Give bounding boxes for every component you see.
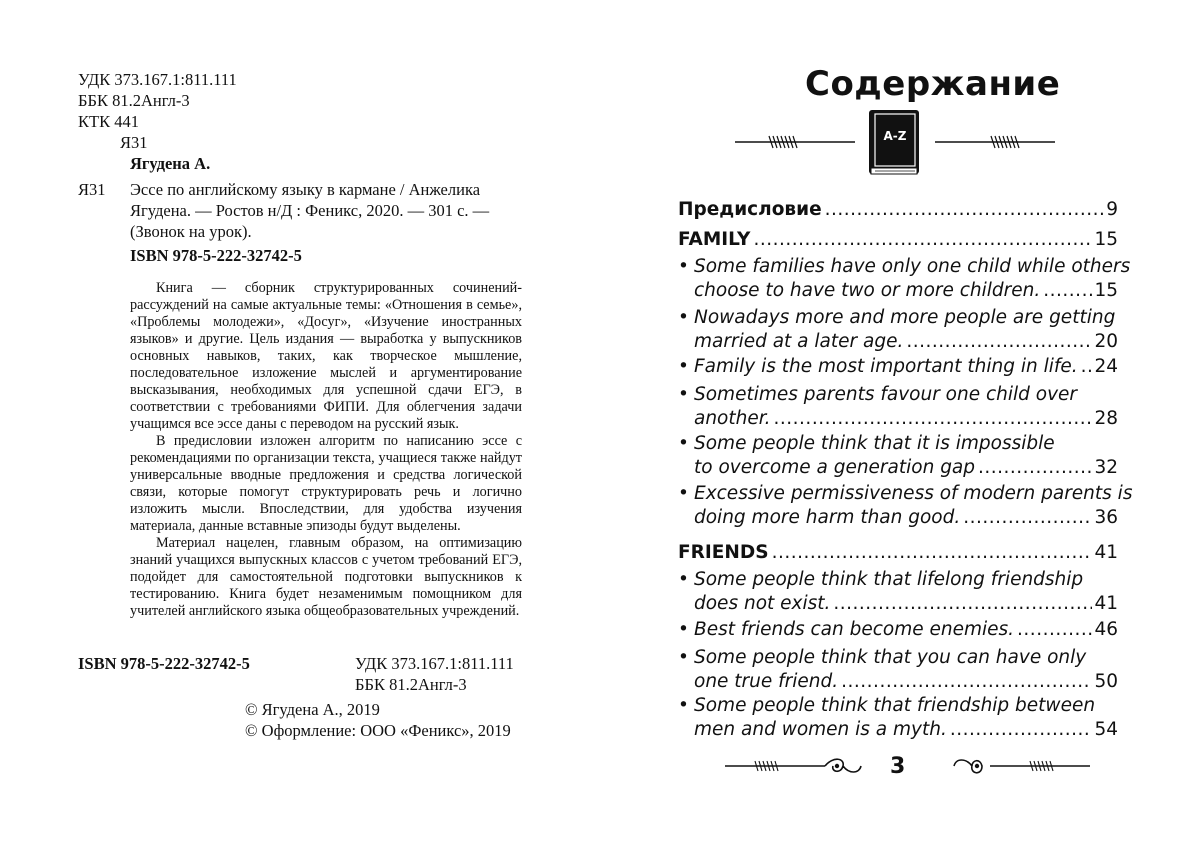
toc-page-number: 46	[1094, 619, 1118, 640]
bullet-icon: •	[678, 647, 689, 668]
toc-item-text: Excessive permissiveness of modern parents is	[694, 483, 1133, 504]
book-ornament-icon	[735, 108, 1055, 184]
toc-page-number: 32	[1094, 457, 1118, 478]
toc-item	[678, 718, 1118, 742]
toc-item-text: men and women is a myth.	[694, 719, 947, 740]
toc-item-text: Nowadays more and more people are getting	[694, 307, 1116, 328]
left-flourish-icon	[725, 752, 885, 782]
toc-section-label: FRIENDS	[678, 542, 769, 563]
bullet-icon: •	[678, 483, 689, 504]
toc-item	[678, 330, 1118, 354]
toc-leader	[774, 407, 1093, 431]
toc-item	[678, 407, 1118, 431]
summary-paragraph-2: В предисловии изложен алгоритм по написанию эссе с рекомендациями по организации текста, учащиеся также найдут универсальные вводные предложения и средства логической связи, которые помогут структурировать речь и логично изложить мысли. Впоследствии, для удобства изучения материала, данные вставные эпизоды будут выделены.	[130, 433, 522, 534]
ref-line-2: Ягудена. — Ростов н/Д : Феникс, 2020. — 301 с. —	[130, 201, 490, 220]
bbk-code: ББК 81.2Англ-3	[78, 91, 190, 110]
right-page	[600, 0, 1200, 845]
toc-section-label: Предисловие	[678, 199, 822, 220]
toc-leader	[963, 506, 1092, 530]
toc-item-text: married at a later age.	[694, 331, 904, 352]
toc-page-number: 24	[1094, 356, 1118, 377]
toc-section-label: FAMILY	[678, 229, 751, 250]
bullet-icon: •	[678, 307, 689, 328]
toc-item-text: Some people think that friendship between	[694, 695, 1096, 716]
toc-item-text: Some people think that you can have only	[694, 647, 1087, 668]
ref-line-1: Эссе по английскому языку в кармане / Анжелика	[130, 180, 481, 199]
toc-leader	[841, 670, 1092, 694]
bullet-icon: •	[678, 569, 689, 590]
book-label: A-Z	[883, 129, 907, 143]
toc-leader	[753, 228, 1092, 252]
toc-item-first-line	[678, 694, 1118, 718]
toc-page-number: 36	[1094, 507, 1118, 528]
toc-section	[678, 228, 1118, 252]
toc-item-text: another.	[694, 408, 771, 429]
bullet-icon: •	[678, 619, 689, 640]
bullet-icon: •	[678, 695, 689, 716]
toc-item	[678, 279, 1118, 303]
bottom-bbk: ББК 81.2Англ-3	[355, 675, 467, 694]
toc-leader	[906, 330, 1092, 354]
toc-page-number: 41	[1094, 593, 1118, 614]
toc-leader	[1081, 355, 1093, 379]
toc-page-number: 50	[1094, 671, 1118, 692]
toc-leader	[825, 198, 1105, 222]
isbn: ISBN 978-5-222-32742-5	[130, 246, 302, 265]
ktk-code: КТК 441	[78, 112, 139, 131]
page-number: 3	[890, 754, 906, 779]
toc-section	[678, 541, 1118, 565]
ref-line-3: (Звонок на урок).	[130, 222, 252, 241]
toc-page-number: 54	[1094, 719, 1118, 740]
bullet-icon: •	[678, 433, 689, 454]
toc-leader	[772, 541, 1093, 565]
author-mark: Я31	[120, 133, 148, 152]
toc-item-text: does not exist.	[694, 593, 831, 614]
toc-page-number: 9	[1106, 199, 1118, 220]
toc-item	[678, 506, 1118, 530]
toc-item-text: one true friend.	[694, 671, 839, 692]
toc-section	[678, 198, 1118, 222]
toc-item-first-line	[678, 255, 1131, 279]
copyright-design: © Оформление: ООО «Феникс», 2019	[245, 721, 511, 740]
toc-leader	[1043, 279, 1092, 303]
toc-leader	[978, 456, 1092, 480]
toc-item-first-line	[678, 306, 1118, 330]
toc-leader	[1017, 618, 1092, 642]
bullet-icon: •	[678, 384, 689, 405]
bottom-udk: УДК 373.167.1:811.111	[355, 654, 514, 673]
ref-code: Я31	[78, 180, 106, 199]
toc-title: Содержание	[805, 64, 1061, 104]
toc-item-text: Family is the most important thing in life.	[694, 356, 1078, 377]
author-name: Ягудена А.	[130, 154, 211, 173]
toc-item	[678, 592, 1118, 616]
bullet-icon: •	[678, 256, 689, 277]
toc-leader	[833, 592, 1092, 616]
toc-item-text: Sometimes parents favour one child over	[694, 384, 1078, 405]
summary-paragraph-3: Материал нацелен, главным образом, на оптимизацию знаний учащихся выпускных классов с учетом требований ЕГЭ, подойдет для самостоятельной подготовки выпускников к тестированию. Книга будет незаменимым помощником для учителей английского языка общеобразовательных учреждений.	[130, 535, 522, 619]
toc-item-text: Some families have only one child while others	[694, 256, 1131, 277]
toc-item-text: doing more harm than good.	[694, 507, 961, 528]
summary-paragraph-1: Книга — сборник структурированных сочинений-рассуждений на самые актуальные темы: «Отношения в семье», «Проблемы молодежи», «Досуг», «Изучение иностранных языков» и другие. Цель издания — выработка у выпускников основных навыков, таких, как творческое мышление, последовательное изложение мыслей и аргументирование высказывания, необходимых для успешной сдачи ЕГЭ, в соответствии с требованиями ФИПИ. Для облегчения задачи учащимся все эссе даны с переводом на русский язык.	[130, 280, 522, 432]
toc-item-text: Some people think that it is impossible	[694, 433, 1055, 454]
toc-item-first-line	[678, 482, 1133, 506]
toc-item	[678, 670, 1118, 694]
toc-item-first-line	[678, 568, 1118, 592]
copyright-author: © Ягудена А., 2019	[245, 700, 380, 719]
right-flourish-icon	[930, 752, 1090, 782]
toc-item	[678, 456, 1118, 480]
toc-page-number: 28	[1094, 408, 1118, 429]
toc-item-text: Some people think that lifelong friendship	[694, 569, 1084, 590]
toc-item-first-line	[678, 383, 1118, 407]
toc-page-number: 15	[1094, 280, 1118, 301]
toc-item-text: choose to have two or more children.	[694, 280, 1041, 301]
toc-item-text: to overcome a generation gap	[694, 457, 976, 478]
udk-code: УДК 373.167.1:811.111	[78, 70, 237, 89]
toc-item	[678, 355, 1118, 379]
toc-item-first-line	[678, 432, 1118, 456]
bottom-isbn: ISBN 978-5-222-32742-5	[78, 654, 250, 673]
toc-page-number: 41	[1094, 542, 1118, 563]
bullet-icon: •	[678, 356, 689, 377]
toc-item-first-line	[678, 646, 1118, 670]
book-summary	[130, 280, 522, 620]
toc-leader	[950, 718, 1093, 742]
toc-item-text: Best friends can become enemies.	[694, 619, 1015, 640]
toc-page-number: 20	[1094, 331, 1118, 352]
toc-page-number: 15	[1094, 229, 1118, 250]
toc-item	[678, 618, 1118, 642]
